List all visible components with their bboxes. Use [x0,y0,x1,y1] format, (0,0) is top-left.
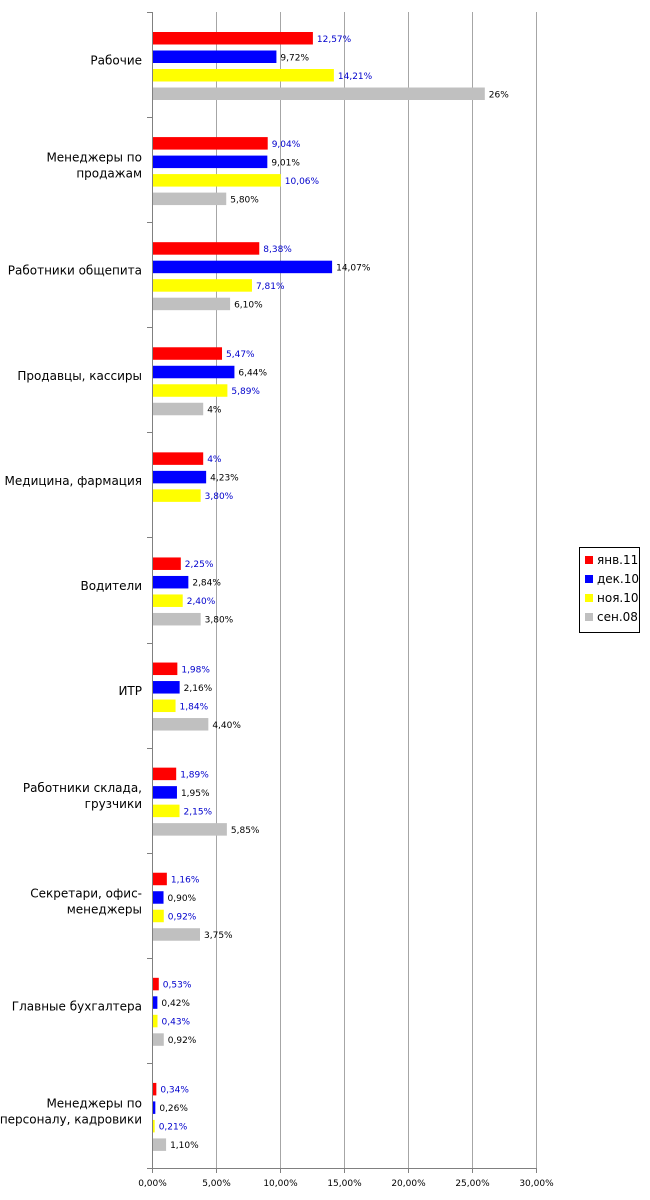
bar [153,88,485,101]
data-label: 9,72% [280,53,310,64]
x-tick-label: 5,00% [202,1179,231,1189]
data-label: 3,75% [204,930,233,941]
category-label-line: Работники склада, [22,781,142,796]
data-label: 5,80% [230,195,259,206]
category-label-line: Продавцы, кассиры [17,368,142,383]
data-label: 0,90% [167,893,197,904]
data-label: 9,01% [271,158,300,169]
data-label: 10,06% [284,176,320,187]
data-label: 1,10% [170,1141,199,1152]
bar [153,1101,155,1114]
data-label: 9,04% [271,139,301,150]
data-label: 1,16% [170,875,200,886]
bar [153,156,267,169]
legend-label: дек.10 [597,572,640,586]
category-label-line: Секретари, офис- [30,886,142,901]
category-label-line: ИТР [118,684,142,699]
bar [153,557,181,570]
x-tick-label: 10,00% [263,1179,298,1189]
bars [153,32,485,1151]
category-label-line: Менеджеры по [46,150,142,165]
bar [153,1138,166,1151]
category-label [0,1096,142,1126]
bar [153,69,334,82]
bar [153,996,157,1009]
data-label: 0,53% [162,980,192,991]
bar [153,663,177,676]
category-label [118,684,142,698]
bar [153,786,177,799]
legend-swatch [585,575,593,583]
bar [153,873,167,886]
x-tick-label: 0,00% [138,1179,167,1189]
data-label: 4,23% [210,473,239,484]
category-label-line: Работники общепита [7,263,142,278]
bar [153,1033,164,1046]
data-label: 0,21% [158,1122,188,1133]
bar [153,242,259,255]
bar [153,700,176,713]
category-label-line: Менеджеры по [46,1096,142,1111]
data-label: 5,85% [230,825,260,836]
category-label [12,999,142,1013]
x-tick-label: 25,00% [455,1179,490,1189]
data-label: 14,07% [336,263,371,274]
data-label: 6,44% [238,368,268,379]
data-label: 3,80% [204,492,234,503]
data-label: 4,40% [212,720,241,731]
category-label-line: Главные бухгалтера [11,999,142,1014]
bar [153,891,164,904]
bar [153,1015,158,1027]
bar [153,613,201,626]
bar [153,347,222,360]
bar [153,1120,155,1133]
bar [153,910,164,923]
category-label-line: продажам [76,166,142,181]
data-label: 1,84% [179,702,209,713]
data-label: 3,80% [204,615,234,626]
data-label: 0,26% [159,1104,188,1115]
x-tick-label: 20,00% [391,1179,426,1189]
data-label: 2,15% [183,807,213,818]
data-label: 4% [207,405,222,416]
bar [153,366,234,379]
category-label [8,264,142,278]
bar [153,681,180,694]
bar [153,1083,156,1096]
category-label-line: Водители [80,579,142,593]
bar [153,193,226,206]
legend-label: янв.11 [597,553,639,567]
data-label: 2,84% [192,578,221,589]
category-label-line: менеджеры [66,902,142,917]
data-label: 5,89% [231,387,260,398]
legend-label: сен.08 [597,610,638,624]
bar [153,261,332,274]
data-label: 2,25% [184,560,214,571]
data-label: 1,98% [181,665,210,676]
category-label [46,151,142,181]
legend-swatch [585,556,593,564]
bar [153,768,176,781]
bar [153,51,276,64]
bar [153,403,203,416]
category-label [23,781,142,811]
category-label-line: грузчики [84,797,142,812]
data-label: 14,21% [337,71,373,82]
legend-swatch [585,613,593,621]
category-label-line: персоналу, кадровики [0,1112,142,1127]
category-label [30,886,142,916]
data-label: 26% [488,90,509,101]
legend-swatch [585,594,593,602]
data-label: 0,43% [161,1017,191,1028]
legend [580,548,640,633]
category-label [90,54,142,68]
data-label: 7,81% [255,281,285,292]
bar [153,718,208,731]
bar [153,471,206,484]
x-tick-label: 15,00% [327,1179,362,1189]
bar [153,384,227,397]
bar [153,32,313,45]
data-label: 2,16% [183,683,213,694]
category-label-line: Рабочие [90,53,142,68]
data-label: 2,40% [186,597,216,608]
category-label-line: Медицина, фармация [4,473,142,488]
data-label: 1,89% [180,770,209,781]
data-label: 4% [207,455,222,466]
bar [153,928,200,941]
bar [153,174,281,187]
legend-label: ноя.10 [597,591,639,605]
category-label [5,474,142,488]
data-label: 0,34% [160,1085,189,1096]
data-label: 8,38% [263,244,292,255]
bar [153,279,252,292]
bar [153,576,188,589]
bar [153,137,268,150]
data-label: 0,92% [167,1036,197,1047]
data-label: 0,92% [167,912,197,923]
data-label: 12,57% [316,34,352,45]
bar [153,823,227,836]
category-label [17,369,142,383]
category-labels [0,54,142,1127]
data-label: 0,42% [161,999,190,1010]
x-tick-label: 30,00% [519,1179,554,1189]
bar [153,489,201,502]
data-label: 6,10% [234,300,263,311]
bar [153,298,230,311]
bar [153,978,159,991]
bar [153,594,183,607]
data-label: 1,95% [180,788,210,799]
bar [153,805,180,818]
bar [153,452,203,465]
data-label: 5,47% [226,350,255,361]
category-label [80,579,142,593]
